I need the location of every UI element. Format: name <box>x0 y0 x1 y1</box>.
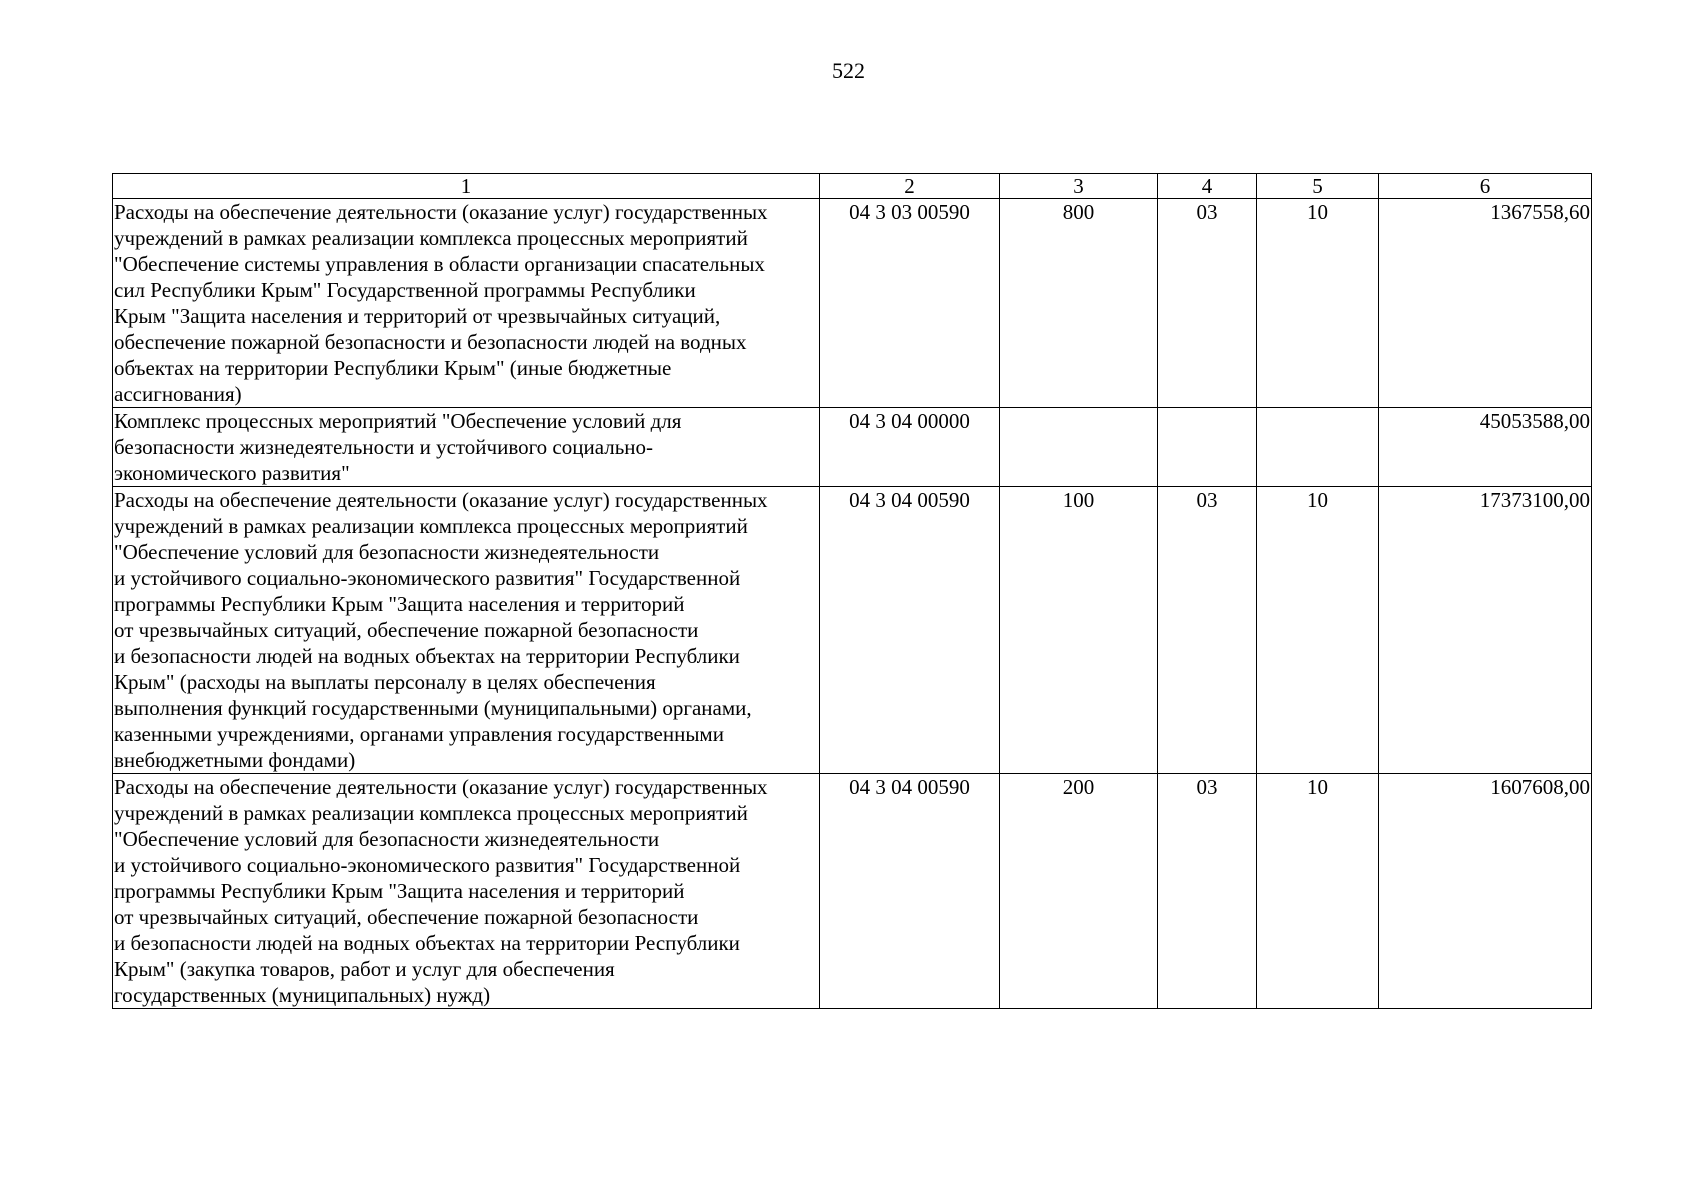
column-header-5: 5 <box>1257 174 1379 199</box>
column-header-2: 2 <box>820 174 1000 199</box>
row-code: 04 3 04 00000 <box>820 408 1000 487</box>
row-code: 04 3 03 00590 <box>820 199 1000 408</box>
row-col4 <box>1158 408 1257 487</box>
table-row <box>113 487 1592 774</box>
row-description: Расходы на обеспечение деятельности (оказание услуг) государственных учреждений в рамках реализации комплекса процессных мероприятий "Обеспечение условий для безопасности жизнедеятельности и устойчивого социально-экономического развития" Государственной программы Республики Крым "Защита населения и территорий от чрезвычайных ситуаций, обеспечение пожарной безопасности и безопасности людей на водных объектах на территории Республики Крым" (расходы на выплаты персоналу в целях обеспечения выполнения функций государственными (муниципальными) органами, казенными учреждениями, органами управления государственными внебюджетными фондами) <box>113 487 820 774</box>
row-col4: 03 <box>1158 487 1257 774</box>
table-row <box>113 774 1592 1009</box>
row-col3: 800 <box>1000 199 1158 408</box>
row-description: Расходы на обеспечение деятельности (оказание услуг) государственных учреждений в рамках реализации комплекса процессных мероприятий "Обеспечение условий для безопасности жизнедеятельности и устойчивого социально-экономического развития" Государственной программы Республики Крым "Защита населения и территорий от чрезвычайных ситуаций, обеспечение пожарной безопасности и безопасности людей на водных объектах на территории Республики Крым" (закупка товаров, работ и услуг для обеспечения государственных (муниципальных) нужд) <box>113 774 820 1009</box>
row-col5: 10 <box>1257 774 1379 1009</box>
row-col5 <box>1257 408 1379 487</box>
row-amount: 17373100,00 <box>1379 487 1592 774</box>
row-col4: 03 <box>1158 774 1257 1009</box>
table-header-row <box>113 174 1592 199</box>
row-amount: 1367558,60 <box>1379 199 1592 408</box>
table-row <box>113 199 1592 408</box>
table-row <box>113 408 1592 487</box>
row-amount: 1607608,00 <box>1379 774 1592 1009</box>
row-col3: 100 <box>1000 487 1158 774</box>
row-code: 04 3 04 00590 <box>820 487 1000 774</box>
column-header-4: 4 <box>1158 174 1257 199</box>
row-col3 <box>1000 408 1158 487</box>
row-amount: 45053588,00 <box>1379 408 1592 487</box>
budget-table <box>112 173 1592 1009</box>
row-description: Комплекс процессных мероприятий "Обеспечение условий для безопасности жизнедеятельности и устойчивого социально- экономического развития" <box>113 408 820 487</box>
column-header-6: 6 <box>1379 174 1592 199</box>
row-col5: 10 <box>1257 199 1379 408</box>
column-header-3: 3 <box>1000 174 1158 199</box>
row-description: Расходы на обеспечение деятельности (оказание услуг) государственных учреждений в рамках реализации комплекса процессных мероприятий "Обеспечение системы управления в области организации спасательных сил Республики Крым" Государственной программы Республики Крым "Защита населения и территорий от чрезвычайных ситуаций, обеспечение пожарной безопасности и безопасности людей на водных объектах на территории Республики Крым" (иные бюджетные ассигнования) <box>113 199 820 408</box>
page-number: 522 <box>832 58 865 83</box>
row-col5: 10 <box>1257 487 1379 774</box>
row-col4: 03 <box>1158 199 1257 408</box>
row-col3: 200 <box>1000 774 1158 1009</box>
row-code: 04 3 04 00590 <box>820 774 1000 1009</box>
column-header-1: 1 <box>113 174 820 199</box>
